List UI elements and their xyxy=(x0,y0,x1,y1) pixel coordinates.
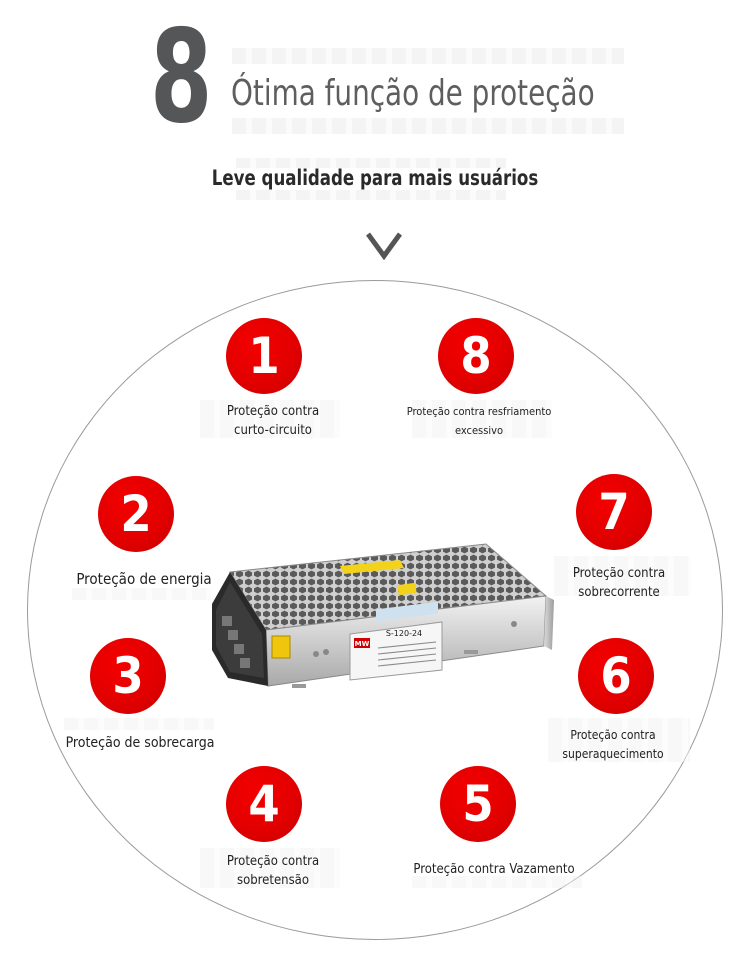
feature-label-line: Proteção contra xyxy=(570,728,656,742)
feature-label-line: curto-circuito xyxy=(234,423,312,438)
feature-label-line: Proteção contra xyxy=(226,404,320,419)
feature-label-line: sobrecorrente xyxy=(578,585,660,600)
feature-label-line: Proteção contra resfriamento xyxy=(406,405,552,418)
feature-label-5 xyxy=(404,860,584,879)
badge-5: 5 xyxy=(440,766,516,842)
ghost-text-shadow xyxy=(236,190,506,200)
feature-label-8 xyxy=(396,402,562,440)
feature-label-6 xyxy=(540,726,686,764)
brand-logo-text: MW xyxy=(354,640,370,648)
feature-label-line: sobretensão xyxy=(236,873,309,888)
model-label: S-120-24 xyxy=(385,629,423,638)
badge-6: 6 xyxy=(578,638,654,714)
badge-8: 8 xyxy=(438,318,514,394)
ghost-text-shadow xyxy=(64,718,214,730)
feature-label-line: Proteção de sobrecarga xyxy=(65,735,215,751)
badge-2: 2 xyxy=(98,476,174,552)
feature-label-7 xyxy=(546,564,692,602)
ghost-text-shadow xyxy=(232,118,624,134)
feature-label-line: Proteção contra xyxy=(226,854,320,869)
ghost-text-shadow xyxy=(72,588,212,600)
badge-4: 4 xyxy=(226,766,302,842)
chevron-down-icon xyxy=(366,232,402,260)
feature-label-line: Proteção contra xyxy=(572,566,666,581)
ghost-text-shadow xyxy=(232,48,624,64)
feature-label-4 xyxy=(200,852,346,890)
feature-label-line: Proteção de energia xyxy=(76,570,212,588)
badge-1: 1 xyxy=(226,318,302,394)
badge-3: 3 xyxy=(90,638,166,714)
feature-label-3 xyxy=(52,734,228,753)
feature-label-line: excessivo xyxy=(454,424,504,437)
feature-label-1 xyxy=(200,402,346,440)
badge-7: 7 xyxy=(576,474,652,550)
power-supply-image xyxy=(208,538,554,698)
page-subtitle: Leve qualidade para mais usuários xyxy=(211,166,539,190)
feature-label-line: Proteção contra Vazamento xyxy=(413,862,575,877)
feature-label-2 xyxy=(62,570,226,589)
feature-label-line: superaquecimento xyxy=(562,747,664,761)
page-title: Ótima função de proteção xyxy=(231,73,595,114)
big-number-eight: 8 xyxy=(150,3,210,152)
